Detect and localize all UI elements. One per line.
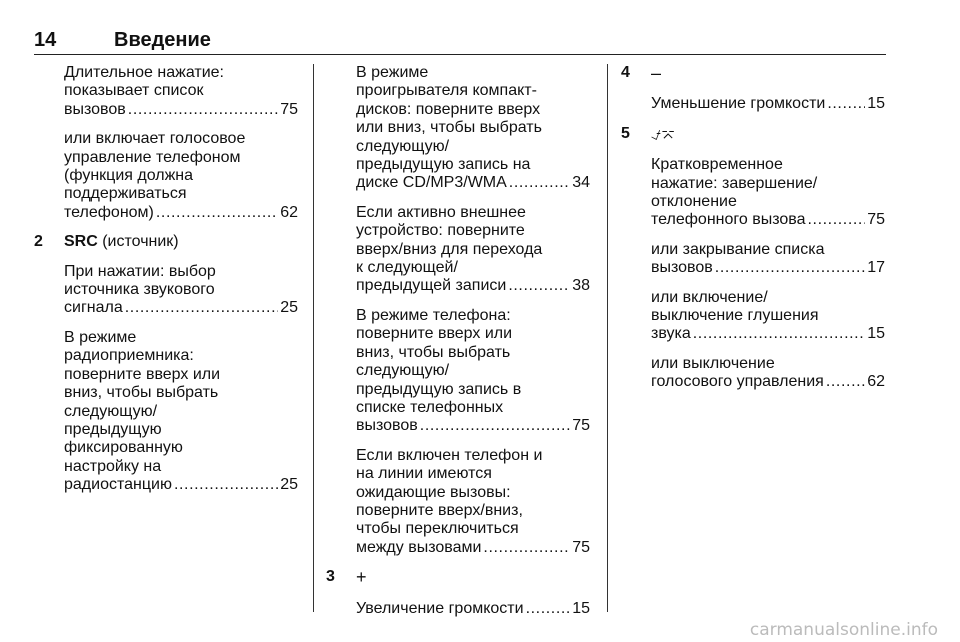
text-line: дисков: поверните вверх [356,100,541,118]
text-line: или включает голосовое [64,130,246,148]
text-line: следующую/ [356,137,450,155]
text-line: поддерживаться [64,185,187,203]
column-1 [34,64,298,506]
toc-text: голосового управления [651,373,824,391]
paragraph [651,156,885,230]
text-line: фиксированную [64,439,183,457]
paragraph [356,204,590,296]
text-line: Кратковременное [651,156,783,174]
watermark: carmanualsonline.info [749,620,938,640]
text-line: Длительное нажатие: [64,64,224,81]
paragraph [356,600,590,618]
text-line: следующую/ [64,402,158,420]
paragraph [64,329,298,495]
text-line: настройку на [64,457,162,475]
text-line: или включение/ [651,288,768,306]
paragraph [64,64,298,119]
paragraph [651,95,885,113]
page-ref: 25 [280,476,298,494]
text-line: выключение глушения [651,307,819,325]
toc-text: между вызовами [356,538,482,556]
toc-text: предыдущей записи [356,277,507,295]
item-number: 4 [621,64,630,81]
item-heading [651,64,885,84]
page-ref: 15 [867,325,885,343]
column-divider-2 [607,64,608,612]
toc-text: диске CD/MP3/WMA [356,174,507,192]
toc-line [651,325,885,343]
item-2 [34,233,298,494]
toc-text: вызовов [64,100,126,118]
toc-line [651,211,885,229]
toc-line [356,417,590,435]
text-line: или закрывание списка [651,240,825,258]
item-label: SRC [64,233,98,251]
text-line: устройство: поверните [356,222,525,240]
page-ref: 75 [572,417,590,435]
toc-text: телефоном) [64,203,154,221]
toc-text: Увеличение громкости [356,599,524,617]
item-number: 3 [326,568,335,586]
toc-text: сигнала [64,299,123,317]
column-2 [326,64,590,629]
text-line: вверх/вниз для перехода [356,240,543,258]
item-3 [326,568,590,618]
page-ref: 62 [280,203,298,221]
text-line: В режиме [356,64,429,81]
plus-icon: + [356,567,367,588]
item-number: 2 [34,233,43,251]
minus-icon: – [651,63,662,83]
text-line: В режиме телефона: [356,306,511,324]
text-line: отклонение [651,193,737,211]
toc-line [64,101,298,119]
text-line: на линии имеются [356,465,492,483]
item-heading [356,568,590,588]
text-line: предыдущую [64,420,162,438]
text-line: к следующей/ [356,259,458,277]
paragraph [64,263,298,318]
text-line: вниз, чтобы выбрать [64,384,219,402]
paragraph [356,64,590,193]
column-3 [621,64,885,403]
page-title: Введение [114,29,211,51]
text-line: списке телефонных [356,398,504,416]
text-line: поверните вверх или [64,365,221,383]
item-number: 5 [621,124,630,142]
toc-line [356,600,590,618]
toc-text: радиостанцию [64,476,172,494]
text-line: чтобы переключиться [356,520,519,538]
text-line: следующую/ [356,362,450,380]
text-line: радиоприемника: [64,347,194,365]
toc-text: Уменьшение громкости [651,95,826,113]
column-divider-1 [313,64,314,612]
text-line: поверните вверх или [356,325,513,343]
paragraph [64,130,298,222]
header-rule [34,54,886,55]
text-line: (функция должна [64,167,194,185]
paragraph [356,307,590,436]
item-heading [64,233,298,251]
paragraph [356,447,590,557]
page-ref: 17 [867,259,885,277]
toc-line [651,373,885,391]
text-line: предыдущую запись в [356,380,522,398]
item-4 [621,64,885,114]
toc-text: вызовов [356,417,418,435]
item-5 [621,125,885,392]
page-ref: 75 [280,100,298,118]
item-continued [34,64,298,222]
text-line: ожидающие вызовы: [356,483,511,501]
page-ref: 38 [572,277,590,295]
text-line: или вниз, чтобы выбрать [356,119,542,137]
toc-line [64,476,298,494]
text-line: нажатие: завершение/ [651,174,818,192]
toc-text: звука [651,325,691,343]
toc-text: телефонного вызова [651,211,806,229]
item-label-rest: (источник) [97,233,179,251]
page-header [34,28,886,56]
text-line: Если включен телефон и [356,446,543,464]
text-line: В режиме [64,328,137,346]
text-line: проигрывателя компакт- [356,82,537,100]
page-ref: 75 [572,538,590,556]
text-line: предыдущую запись на [356,156,531,174]
text-line: При нажатии: выбор [64,262,216,280]
paragraph [651,289,885,344]
toc-line [356,539,590,557]
page-ref: 62 [867,373,885,391]
toc-line [651,259,885,277]
mute-hangup-icon: ⍻⌤ [651,123,676,144]
paragraph [651,241,885,278]
page-ref: 34 [572,174,590,192]
page-ref: 25 [280,299,298,317]
toc-line [64,299,298,317]
text-line: Если активно внешнее [356,203,526,221]
toc-line [64,204,298,222]
page-ref: 15 [867,95,885,113]
item-heading [651,125,885,145]
toc-line [356,174,590,192]
text-line: показывает список [64,82,204,100]
page-number: 14 [34,29,57,51]
text-line: управление телефоном [64,148,241,166]
text-line: поверните вверх/вниз, [356,501,523,519]
item-continued [326,64,590,557]
toc-text: вызовов [651,259,713,277]
page-ref: 75 [867,211,885,229]
toc-line [356,277,590,295]
page-ref: 15 [572,599,590,617]
text-line: или выключение [651,354,775,372]
text-line: вниз, чтобы выбрать [356,343,511,361]
text-line: источника звукового [64,281,215,299]
paragraph [651,355,885,392]
toc-line [651,95,885,113]
